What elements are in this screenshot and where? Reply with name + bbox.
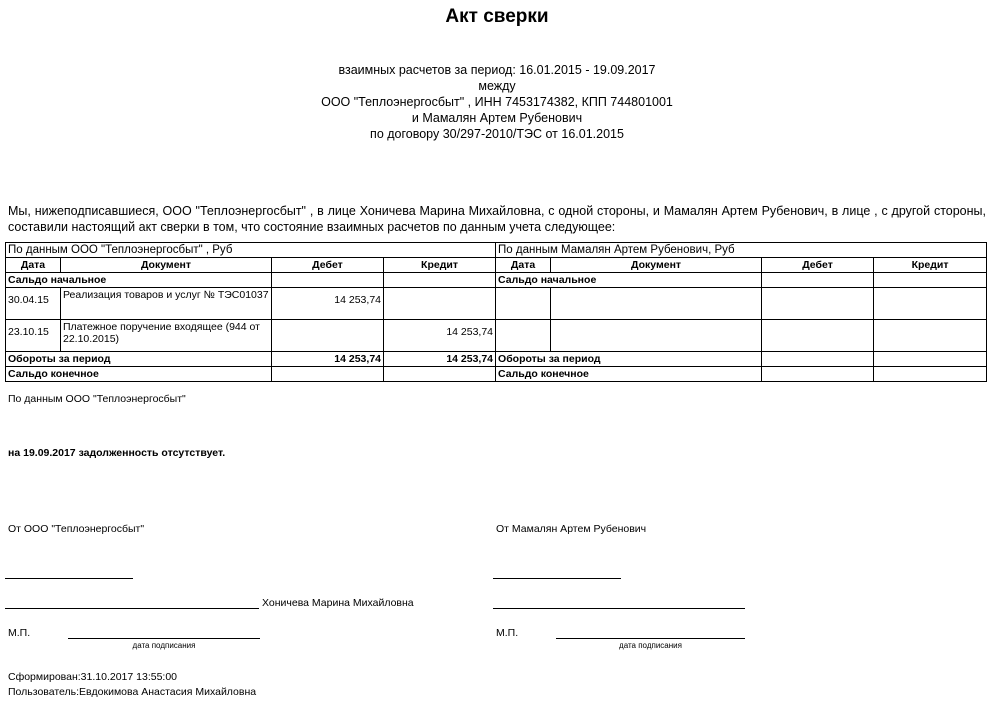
left-signatory-org: От ООО "Теплоэнергосбыт"	[8, 523, 145, 535]
col-credit: Кредит	[874, 258, 987, 273]
closing-balance-label: Сальдо конечное	[6, 367, 272, 382]
table-row	[6, 320, 987, 352]
row-credit	[384, 288, 496, 320]
turnover-label: Обороты за период	[496, 352, 762, 367]
signature-line	[5, 608, 259, 609]
party1-line: ООО "Теплоэнергосбыт" , ИНН 7453174382, КПП 744801001	[321, 95, 673, 109]
intro-paragraph: Мы, нижеподписавшиеся, ООО "Теплоэнергосбыт" , в лице Хоничева Марина Михайловна, с одной стороны, и Мамалян Артем Рубенович, в лице , с другой стороны, составили настоящий акт сверки в том, что состояние взаимных расчетов по данным учета следующее:	[8, 204, 986, 234]
opening-balance-label: Сальдо начальное	[6, 273, 272, 288]
signature-line	[493, 608, 745, 609]
party2-line: и Мамалян Артем Рубенович	[411, 111, 583, 125]
col-debit: Дебет	[762, 258, 874, 273]
row-document: Реализация товаров и услуг № ТЭС01037	[61, 288, 272, 320]
date-line	[68, 638, 260, 639]
document-title: Акт сверки	[445, 6, 549, 27]
stamp-label: М.П.	[496, 627, 519, 639]
closing-balance-label: Сальдо конечное	[496, 367, 762, 382]
signature-line	[5, 578, 133, 579]
col-document: Документ	[551, 258, 762, 273]
row-credit: 14 253,74	[384, 320, 496, 352]
between-line: между	[478, 79, 516, 93]
stamp-label: М.П.	[8, 627, 31, 639]
turnover-credit: 14 253,74	[384, 352, 496, 367]
row-date: 30.04.15	[6, 288, 61, 320]
signature-line	[493, 578, 621, 579]
row-debit	[272, 320, 384, 352]
debt-statement: на 19.09.2017 задолженность отсутствует.	[8, 447, 226, 459]
period-line: взаимных расчетов за период: 16.01.2015 - 19.09.2017	[338, 63, 656, 77]
row-date: 23.10.15	[6, 320, 61, 352]
contract-line: по договору 30/297-2010/ТЭС от 16.01.2015	[370, 127, 624, 141]
left-signatory-name: Хоничева Марина Михайловна	[262, 597, 414, 609]
opening-balance-label: Сальдо начальное	[496, 273, 762, 288]
col-debit: Дебет	[272, 258, 384, 273]
right-side-header: По данным Мамалян Артем Рубенович, Руб	[496, 243, 987, 258]
col-document: Документ	[61, 258, 272, 273]
user-label: Пользователь:Евдокимова Анастасия Михайловна	[8, 686, 257, 698]
turnover-debit: 14 253,74	[272, 352, 384, 367]
col-date: Дата	[6, 258, 61, 273]
formed-timestamp: Сформирован:31.10.2017 13:55:00	[8, 671, 178, 683]
right-signatory-org: От Мамалян Артем Рубенович	[496, 523, 647, 535]
date-line	[556, 638, 745, 639]
date-caption: дата подписания	[619, 641, 682, 650]
date-caption: дата подписания	[132, 641, 196, 650]
row-document: Платежное поручение входящее (944 от 22.10.2015)	[61, 320, 272, 352]
reconciliation-table	[5, 242, 987, 382]
row-debit: 14 253,74	[272, 288, 384, 320]
turnover-label: Обороты за период	[6, 352, 272, 367]
col-credit: Кредит	[384, 258, 496, 273]
table-row	[6, 288, 987, 320]
left-side-header: По данным ООО "Теплоэнергосбыт" , Руб	[6, 243, 496, 258]
col-date: Дата	[496, 258, 551, 273]
summary-label: По данным ООО "Теплоэнергосбыт"	[8, 393, 186, 405]
